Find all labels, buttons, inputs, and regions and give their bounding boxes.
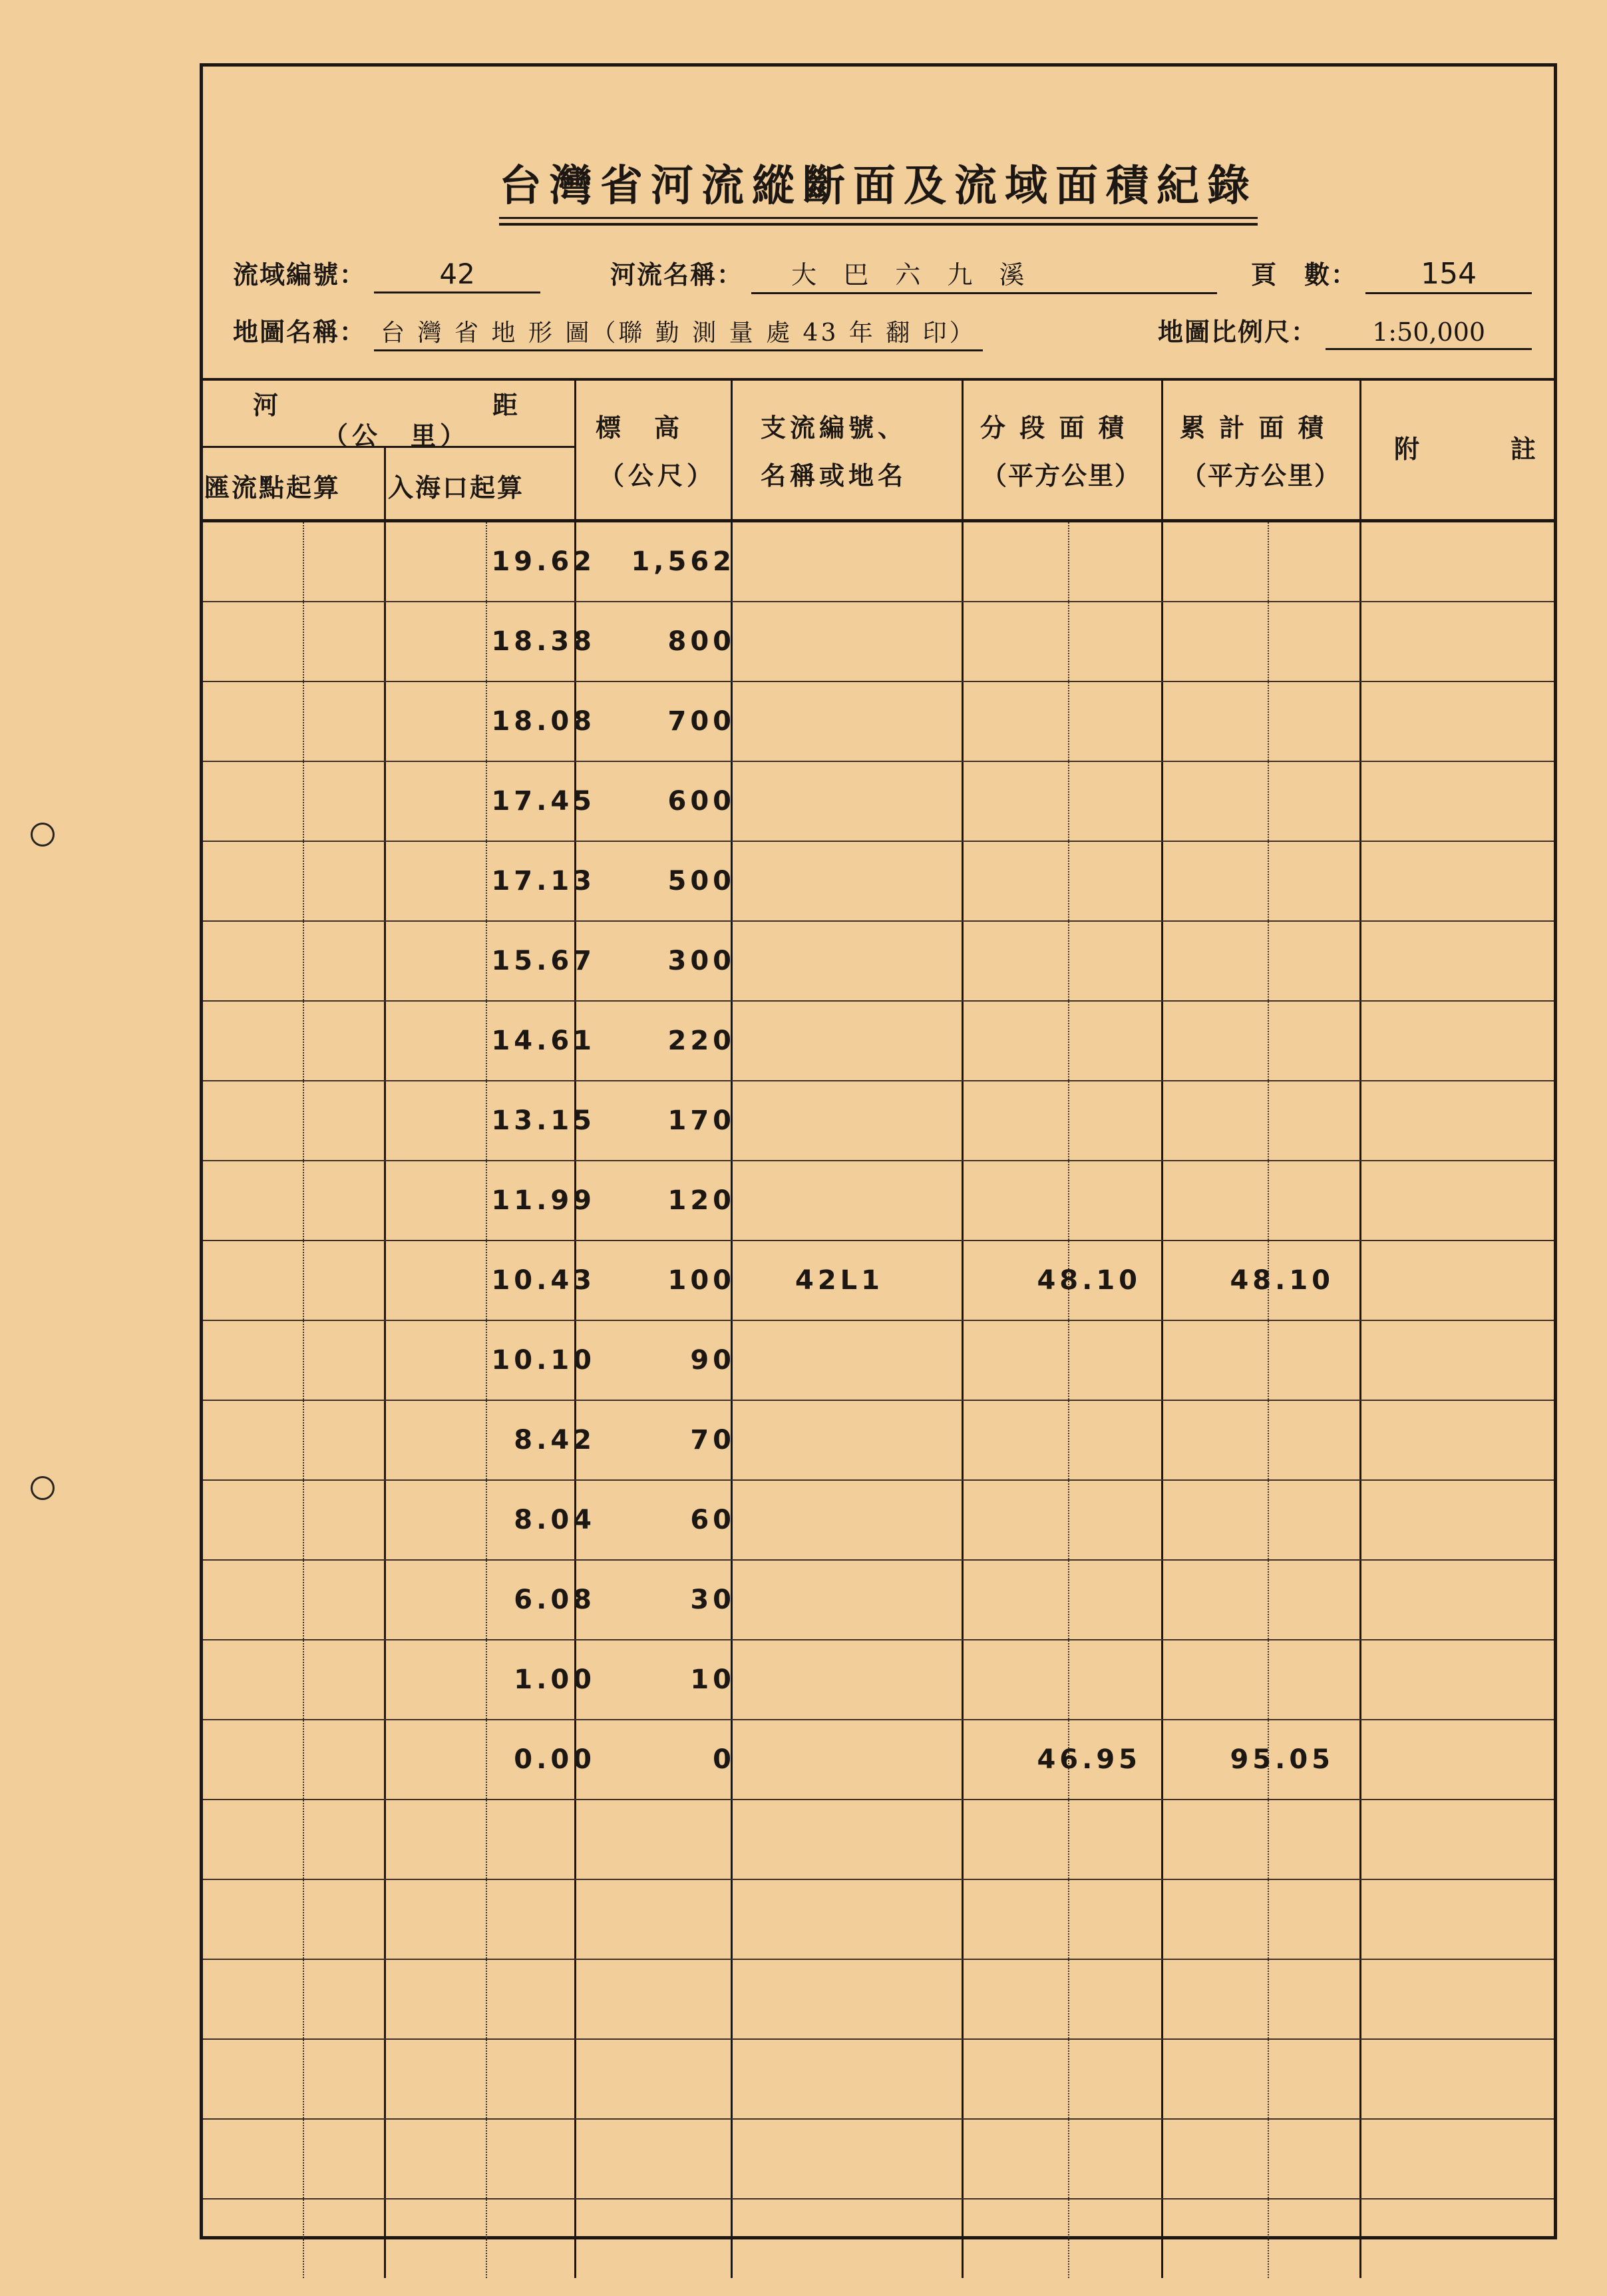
record-sheet	[200, 63, 1557, 2239]
distance-cell: 14.61	[491, 1026, 596, 1056]
table-row	[203, 1561, 1554, 1640]
header-distance-he: 河	[253, 390, 283, 420]
basin-number-label: 流域編號：	[233, 260, 367, 289]
table-row	[203, 2040, 1554, 2120]
header-tributary-line1: 支流編號、	[761, 413, 908, 443]
table-row	[203, 682, 1554, 762]
table-row	[203, 1161, 1554, 1241]
header-distance-unit: （公 里）	[323, 421, 470, 451]
table-row	[203, 2120, 1554, 2200]
basin-number-value: 42	[374, 258, 540, 293]
segment-area-cell: 48.10	[1037, 1265, 1141, 1296]
page-number-label: 頁 數：	[1251, 260, 1358, 289]
distance-cell: 18.08	[491, 706, 596, 737]
river-name-value: 大 巴 六 九 溪	[751, 254, 1217, 294]
header-remarks-fu: 附	[1394, 434, 1424, 464]
elevation-cell: 30	[690, 1585, 735, 1615]
distance-cell: 0.00	[514, 1744, 596, 1775]
header-from-confluence: 匯流點起算	[204, 473, 341, 502]
distance-cell: 1.00	[514, 1664, 596, 1695]
elevation-cell: 70	[690, 1425, 735, 1455]
table-row	[203, 602, 1554, 682]
table-row	[203, 1720, 1554, 1800]
table-row	[203, 1481, 1554, 1561]
distance-cell: 10.10	[491, 1345, 596, 1376]
record-table	[203, 378, 1554, 2278]
table-row	[203, 1241, 1554, 1321]
page-number-value: 154	[1365, 257, 1532, 294]
table-header	[203, 381, 1554, 522]
table-row	[203, 922, 1554, 1002]
distance-cell: 8.42	[514, 1425, 596, 1455]
table-row	[203, 762, 1554, 842]
elevation-cell: 0	[713, 1744, 735, 1775]
binder-hole-bottom	[31, 1476, 55, 1500]
distance-cell: 13.15	[491, 1105, 596, 1136]
segment-area-cell: 46.95	[1037, 1744, 1141, 1775]
map-name-field	[233, 311, 983, 351]
header-cumulative-unit: （平方公里）	[1181, 461, 1341, 490]
table-row	[203, 1081, 1554, 1161]
table-body	[203, 522, 1554, 2278]
map-name-value: 台 灣 省 地 形 圖（聯 勤 測 量 處 43 年 翻 印）	[374, 314, 983, 351]
header-elevation: 標 高	[596, 413, 684, 443]
distance-cell: 17.45	[491, 786, 596, 817]
table-row	[203, 522, 1554, 602]
table-row	[203, 1880, 1554, 1960]
table-row	[203, 1800, 1554, 1880]
elevation-cell: 170	[667, 1105, 735, 1136]
table-row	[203, 842, 1554, 922]
river-name-label: 河流名稱：	[610, 260, 744, 289]
binder-hole-top	[31, 823, 55, 847]
header-cumulative-area: 累 計 面 積	[1180, 413, 1326, 443]
elevation-cell: 220	[667, 1026, 735, 1056]
header-segment-area: 分 段 面 積	[980, 413, 1127, 443]
distance-cell: 11.99	[491, 1185, 596, 1216]
distance-cell: 8.04	[514, 1505, 596, 1535]
distance-cell: 18.38	[491, 626, 596, 657]
elevation-cell: 600	[667, 786, 735, 817]
elevation-cell: 700	[667, 706, 735, 737]
table-row	[203, 1321, 1554, 1401]
basin-number-field	[233, 254, 540, 293]
cumulative-area-cell: 48.10	[1230, 1265, 1334, 1296]
page-number-field	[1251, 254, 1532, 294]
distance-cell: 15.67	[491, 946, 596, 976]
header-remarks-zhu: 註	[1511, 434, 1540, 464]
map-scale-label: 地圖比例尺：	[1158, 317, 1318, 347]
elevation-cell: 100	[667, 1265, 735, 1296]
header-segment-unit: （平方公里）	[982, 461, 1142, 490]
title-text: 台灣省河流縱斷面及流域面積紀錄	[499, 152, 1258, 226]
elevation-cell: 10	[690, 1664, 735, 1695]
distance-cell: 10.43	[491, 1265, 596, 1296]
elevation-cell: 500	[667, 866, 735, 896]
elevation-cell: 800	[667, 626, 735, 657]
distance-cell: 19.62	[491, 546, 596, 577]
cumulative-area-cell: 95.05	[1230, 1744, 1334, 1775]
table-row	[203, 1640, 1554, 1720]
elevation-cell: 120	[667, 1185, 735, 1216]
map-scale-value: 1:50,000	[1326, 317, 1532, 350]
tributary-cell: 42L1	[795, 1265, 884, 1296]
map-scale-field	[1158, 311, 1532, 350]
table-row	[203, 2200, 1554, 2278]
table-row	[203, 1401, 1554, 1481]
table-row	[203, 1960, 1554, 2040]
table-row	[203, 1002, 1554, 1081]
distance-cell: 6.08	[514, 1585, 596, 1615]
header-distance-ju: 距	[492, 390, 522, 420]
elevation-cell: 60	[690, 1505, 735, 1535]
header-from-mouth: 入海口起算	[388, 473, 525, 502]
elevation-cell: 1,562	[631, 546, 735, 577]
elevation-cell: 90	[690, 1345, 735, 1376]
page-title	[203, 152, 1554, 226]
header-elevation-unit: （公尺）	[599, 461, 717, 490]
elevation-cell: 300	[667, 946, 735, 976]
map-name-label: 地圖名稱：	[233, 317, 367, 347]
distance-cell: 17.13	[491, 866, 596, 896]
river-name-field	[610, 254, 1217, 294]
header-tributary-line2: 名稱或地名	[761, 461, 908, 490]
